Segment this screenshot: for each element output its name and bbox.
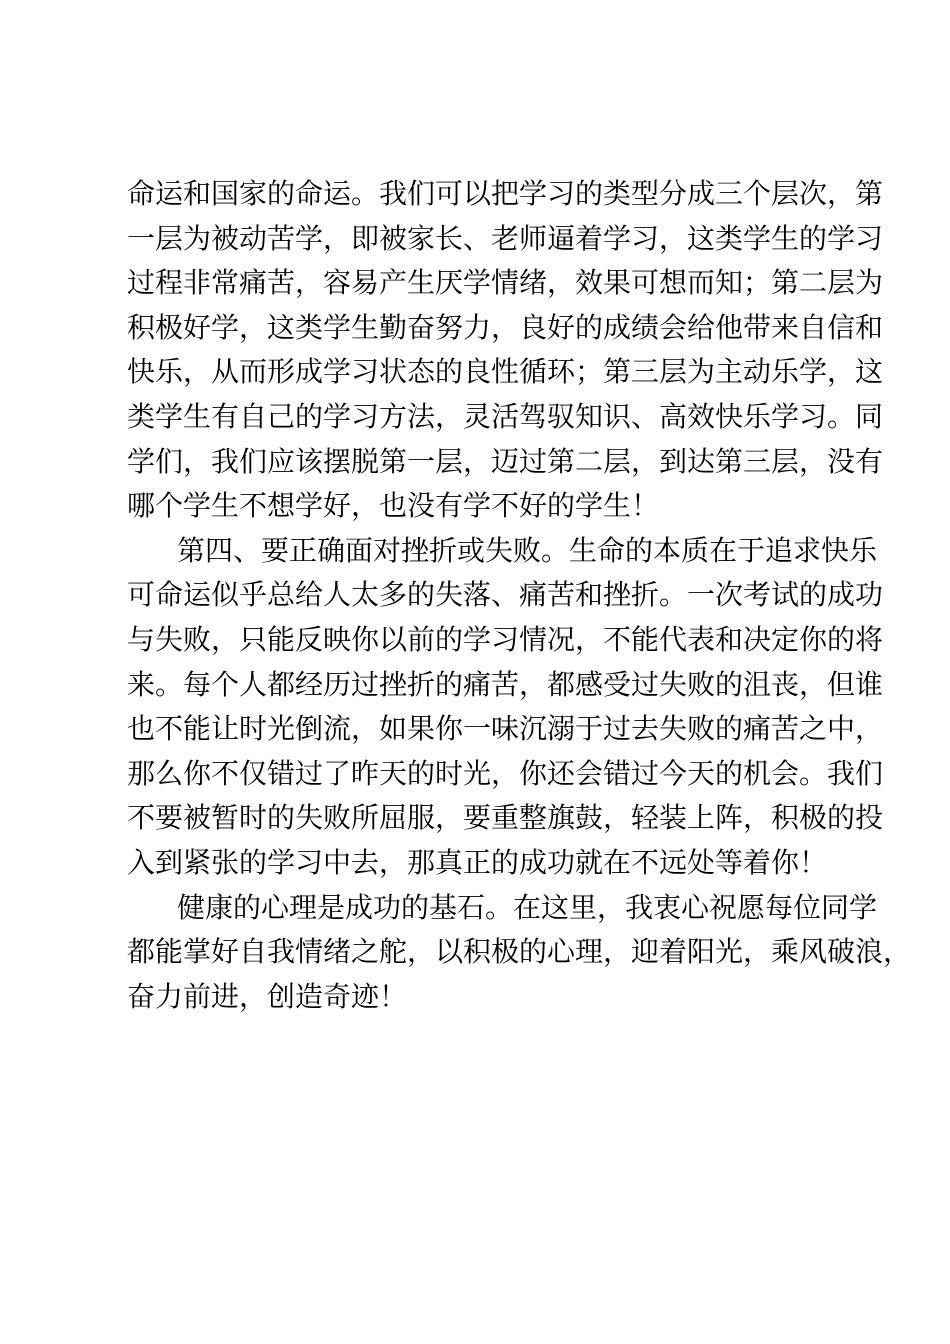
text-line: 快乐，从而形成学习状态的良性循环；第三层为主动乐学，这 xyxy=(127,355,884,389)
text-line: 哪个学生不想学好，也没有学不好的学生！ xyxy=(127,489,660,523)
text-line: 也不能让时光倒流，如果你一味沉溺于过去失败的痛苦之中， xyxy=(127,712,884,746)
text-line: 入到紧张的学习中去，那真正的成功就在不远处等着你！ xyxy=(127,845,828,879)
text-line: 不要被暂时的失败所屈服，要重整旗鼓，轻装上阵，积极的投 xyxy=(127,801,884,835)
text-line: 一层为被动苦学，即被家长、老师逼着学习，这类学生的学习 xyxy=(127,221,884,255)
text-line: 类学生有自己的学习方法，灵活驾驭知识、高效快乐学习。同 xyxy=(127,399,884,433)
text-line: 都能掌好自我情绪之舵，以积极的心理，迎着阳光，乘风破浪， xyxy=(127,935,912,969)
text-line: 来。每个人都经历过挫折的痛苦，都感受过失败的沮丧，但谁 xyxy=(127,667,884,701)
text-line: 与失败，只能反映你以前的学习情况，不能代表和决定你的将 xyxy=(127,622,884,656)
paragraph-3 xyxy=(127,886,912,1020)
text-line: 过程非常痛苦，容易产生厌学情绪，效果可想而知；第二层为 xyxy=(127,266,884,300)
paragraph-1 xyxy=(127,172,884,529)
text-line: 第四、要正确面对挫折或失败。生命的本质在于追求快乐 xyxy=(177,533,878,567)
text-line: 可命运似乎总给人太多的失落、痛苦和挫折。一次考试的成功 xyxy=(127,578,884,612)
text-line: 命运和国家的命运。我们可以把学习的类型分成三个层次，第 xyxy=(127,177,884,210)
text-line: 奋力前进，创造奇迹！ xyxy=(127,979,408,1013)
text-line: 那么你不仅错过了昨天的时光，你还会错过今天的机会。我们 xyxy=(127,756,884,790)
text-line: 健康的心理是成功的基石。在这里，我衷心祝愿每位同学 xyxy=(177,890,878,924)
text-line: 积极好学，这类学生勤奋努力，良好的成绩会给他带来自信和 xyxy=(127,310,884,344)
text-line: 学们，我们应该摆脱第一层，迈过第二层，到达第三层，没有 xyxy=(127,444,884,478)
paragraph-2 xyxy=(127,529,884,886)
body-text xyxy=(127,172,912,1019)
